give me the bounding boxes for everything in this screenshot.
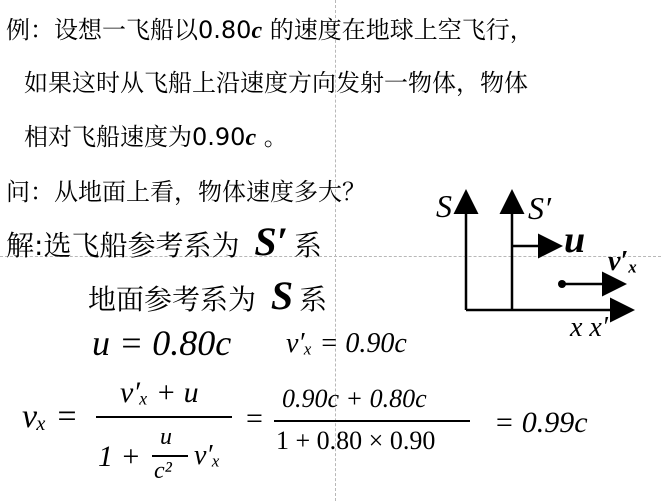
denominator-fraction-denominator: c² [154,458,172,484]
formula-denominator-2: 1 + 0.80 × 0.90 [276,426,436,455]
vx-prime-value: v′ₓ = 0.90c [286,328,407,359]
formula-equals-2: = [246,402,263,435]
fraction-bar-2 [274,420,470,422]
formula-numerator-1: v′ₓ + u [120,376,199,409]
diagram-s-prime-label: S′ [528,190,551,226]
formula-result: = 0.99c [494,406,588,439]
frame-word-1: 系 [293,229,322,262]
denominator-v-prime: v′ₓ [194,440,221,471]
diagram-u-label: u [564,219,586,261]
solution-label: 解: [6,229,44,262]
denominator-fraction-bar [152,455,188,457]
ship-frame-symbol: S′ [254,219,288,264]
formula-lhs: vₓ = [22,398,79,435]
diagram-vx-label: v′ₓ [608,246,638,277]
solution-line-1 [6,218,322,265]
diagram-s-label: S [436,188,452,224]
problem-line-3-c: c [245,125,257,151]
problem-line-1 [6,10,534,45]
solution-line-2 [88,272,327,319]
formula-numerator-2: 0.90c + 0.80c [282,384,427,413]
ground-text: 地面参考系为 [88,283,257,316]
problem-line-1-suffix: 的速度在地球上空飞行， [262,16,534,44]
question-text: 问：从地面上看，物体速度多大？ [6,178,366,206]
choose-ship-text: 选飞船参考系为 [43,229,240,262]
diagram-x-label: x x′ [570,312,608,343]
frame-word-2: 系 [299,283,328,316]
problem-line-3 [24,117,288,152]
problem-line-1-c: c [251,18,263,44]
problem-line-1-prefix: 例：设想一飞船以0.80 [6,16,252,44]
problem-line-3-suffix: 。 [256,123,288,151]
formula-denominator-one: 1 + [98,440,141,473]
u-value: u = 0.80c [92,323,232,363]
problem-line-2: 如果这时从飞船上沿速度方向发射一物体，物体 [24,69,528,97]
denominator-fraction-numerator: u [160,424,172,450]
ground-frame-symbol: S [270,273,294,318]
fraction-bar-1 [96,416,232,418]
problem-line-3-prefix: 相对飞船速度为0.90 [24,123,246,151]
